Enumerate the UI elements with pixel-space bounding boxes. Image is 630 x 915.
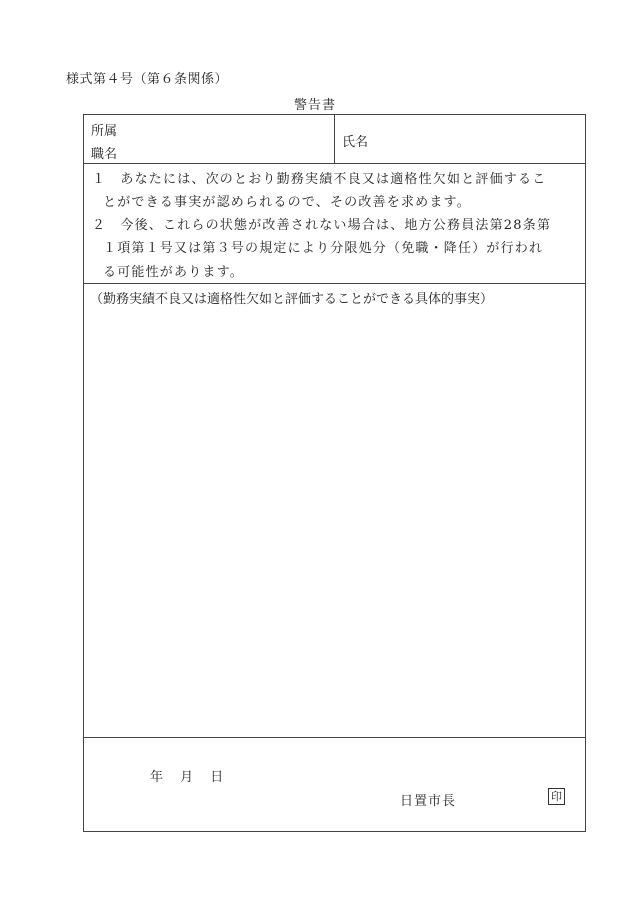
header-divider — [334, 115, 335, 163]
header-bottom-rule — [84, 163, 585, 164]
affiliation-label: 所属 — [91, 124, 118, 139]
notice-item-2-line-2: １項第１号又は第３号の規定により分限処分（免職・降任）が行われ — [103, 241, 544, 256]
name-label: 氏名 — [342, 135, 369, 150]
form-number: 様式第４号（第６条関係） — [66, 72, 229, 87]
position-label: 職名 — [91, 147, 118, 162]
facts-heading: （勤務実績不良又は適格性欠如と評価することができる具体的事実） — [90, 292, 494, 307]
notice-item-1-line-1: １ あなたには、次のとおり勤務実績不良又は適格性欠如と評価するこ — [92, 172, 547, 187]
notice-item-2-line-1: ２ 今後、これらの状態が改善されない場合は、地方公務員法第28条第 — [92, 218, 552, 233]
facts-bottom-rule — [84, 737, 585, 738]
notice-item-1-line-2: とができる事実が認められるので、その改善を求めます。 — [103, 195, 471, 210]
notices-bottom-rule — [84, 283, 585, 284]
date-line: 年 月 日 — [150, 770, 224, 785]
document-title: 警告書 — [293, 98, 336, 113]
form-table — [83, 114, 586, 832]
issuer-name: 日置市長 — [400, 794, 457, 809]
notice-item-2-line-3: る可能性があります。 — [103, 265, 244, 280]
seal-stamp-mark: 印 — [548, 788, 565, 805]
